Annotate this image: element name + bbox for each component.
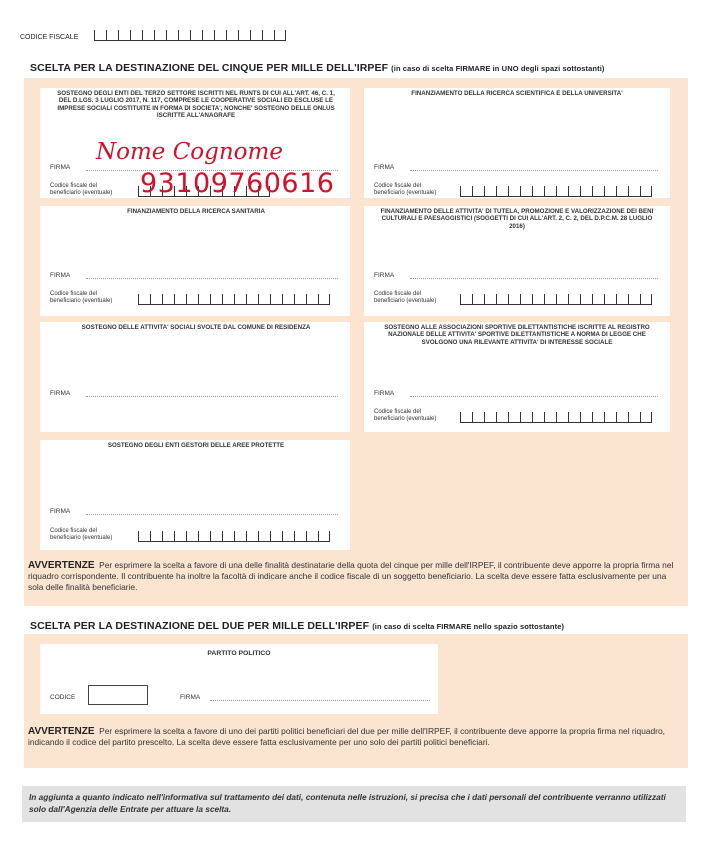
box-associazioni-sportive [364, 322, 670, 432]
cf-beneficiario-label: Codice fiscale del beneficiario (eventuale) [50, 291, 113, 304]
due-per-mille-panel [24, 634, 688, 768]
box-beni-culturali [364, 206, 670, 316]
firma-label: FIRMA [180, 694, 201, 701]
box-title: SOSTEGNO DEGLI ENTI DEL TERZO SETTORE ISCRITTI NEL RUNTS DI CUI ALL'ART. 46, C. 1, DEL D.LGS. 3 LUGLIO 2017, N. 117, COMPRESE LE COOPERATIVE SOCIALI ED ESCLUSE LE IMPRESE SOCIALI COSTITUITE IN FORMA DI SOCIETA', NONCHE' SOSTEGNO DELLE ONLUS ISCRITTE ALL'ANAGRAFE [57, 90, 335, 120]
signature-codice-fiscale: 93109760616 [140, 168, 335, 199]
cf-beneficiario-label: Codice fiscale del beneficiario (eventuale) [374, 409, 437, 422]
box-ricerca-sanitaria [40, 206, 350, 316]
firma-label: FIRMA [50, 164, 71, 171]
box-attivita-sociali-comune [40, 322, 350, 432]
box-title: SOSTEGNO DEGLI ENTI GESTORI DELLE AREE PROTETTE [107, 442, 285, 449]
cf-beneficiario-input[interactable] [138, 292, 330, 305]
box-partito-politico [40, 644, 438, 714]
box-title: SOSTEGNO DELLE ATTIVITA' SOCIALI SVOLTE DAL COMUNE DI RESIDENZA [81, 324, 311, 331]
firma-field[interactable] [86, 278, 338, 279]
firma-field[interactable] [410, 278, 658, 279]
cinque-per-mille-panel [24, 78, 688, 606]
firma-label: FIRMA [50, 508, 71, 515]
box-title: FINANZIAMENTO DELLA RICERCA SCIENTIFICA E DELLA UNIVERSITA' [411, 90, 623, 97]
signature-name: Nome Cognome [96, 139, 283, 165]
codice-label: CODICE [50, 694, 76, 701]
codice-partito-input[interactable] [88, 685, 148, 705]
cf-beneficiario-input[interactable] [460, 292, 652, 305]
firma-field[interactable] [210, 700, 430, 701]
firma-field[interactable] [86, 396, 338, 397]
codice-fiscale-label: CODICE FISCALE [20, 34, 79, 41]
cf-beneficiario-label: Codice fiscale del beneficiario (eventuale) [50, 528, 113, 541]
firma-label: FIRMA [374, 272, 395, 279]
due-per-mille-title: SCELTA PER LA DESTINAZIONE DEL DUE PER MILLE DELL'IRPEF (in caso di scelta FIRMARE nello spazio sottostante) [30, 620, 565, 632]
cf-beneficiario-label: Codice fiscale del beneficiario (eventuale) [374, 291, 437, 304]
firma-label: FIRMA [50, 390, 71, 397]
firma-field[interactable] [410, 170, 658, 171]
avvertenze-due: AVVERTENZE Per esprimere la scelta a favore di uno dei partiti politici beneficiari del due per mille dell'IRPEF, il contribuente deve apporre la propria firma nel riquadro, indicando il codice del partito prescelto. La scelta deve essere fatta esclusivamente per uno solo dei partiti politici beneficiari. [28, 726, 665, 747]
cinque-per-mille-title: SCELTA PER LA DESTINAZIONE DEL CINQUE PER MILLE DELL'IRPEF (in caso di scelta FIRMARE in UNO degli spazi sottostanti) [30, 62, 605, 74]
box-title: SOSTEGNO ALLE ASSOCIAZIONI SPORTIVE DILETTANTISTICHE ISCRITTE AL REGISTRO NAZIONALE DELLE ATTIVITA' SPORTIVE DILETTANTISTICHE A NORMA DI LEGGE CHE SVOLGONO UNA RILEVANTE ATTIVITA' DI INTERESSE SOCIALE [384, 324, 650, 346]
avvertenze-cinque: AVVERTENZE Per esprimere la scelta a favore di una delle finalità destinatarie della quota del cinque per mille dell'IRPEF, il contribuente deve apporre la propria firma nel riquadro corrispondente. Il contribuente ha inoltre la facoltà di indicare anche il codice fiscale di un soggetto beneficiario. La scelta deve essere fatta esclusivamente per una sola delle finalità beneficiarie. [28, 560, 674, 592]
firma-label: FIRMA [374, 164, 395, 171]
firma-label: FIRMA [50, 272, 71, 279]
firma-label: FIRMA [374, 390, 395, 397]
cf-beneficiario-input[interactable] [138, 529, 330, 542]
box-title: FINANZIAMENTO DELLE ATTIVITA' DI TUTELA, PROMOZIONE E VALORIZZAZIONE DEI BENI CULTURALI E PAESAGGISTICI (SOGGETTI DI CUI ALL'ART. 2, C. 2, DEL D.P.C.M. 28 LUGLIO 2016) [380, 208, 654, 230]
codice-fiscale-input[interactable] [94, 28, 286, 41]
cf-beneficiario-input[interactable] [460, 184, 652, 197]
cf-beneficiario-label: Codice fiscale del beneficiario (eventuale) [50, 183, 113, 196]
box-aree-protette [40, 440, 350, 550]
cf-beneficiario-input[interactable] [460, 410, 652, 423]
firma-field[interactable] [410, 396, 658, 397]
box-terzo-settore [40, 88, 350, 198]
firma-field[interactable] [86, 514, 338, 515]
box-title: FINANZIAMENTO DELLA RICERCA SANITARIA [127, 208, 265, 215]
footer-privacy-note: In aggiunta a quanto indicato nell'informativa sul trattamento dei dati, contenuta nelle istruzioni, si precisa che i dati personali del contribuente verranno utilizzati solo dall'Agenzia delle Entrate per attuare la scelta. [22, 786, 686, 822]
box-title: PARTITO POLITICO [207, 650, 271, 657]
cf-beneficiario-label: Codice fiscale del beneficiario (eventuale) [374, 183, 437, 196]
box-ricerca-scientifica [364, 88, 670, 198]
